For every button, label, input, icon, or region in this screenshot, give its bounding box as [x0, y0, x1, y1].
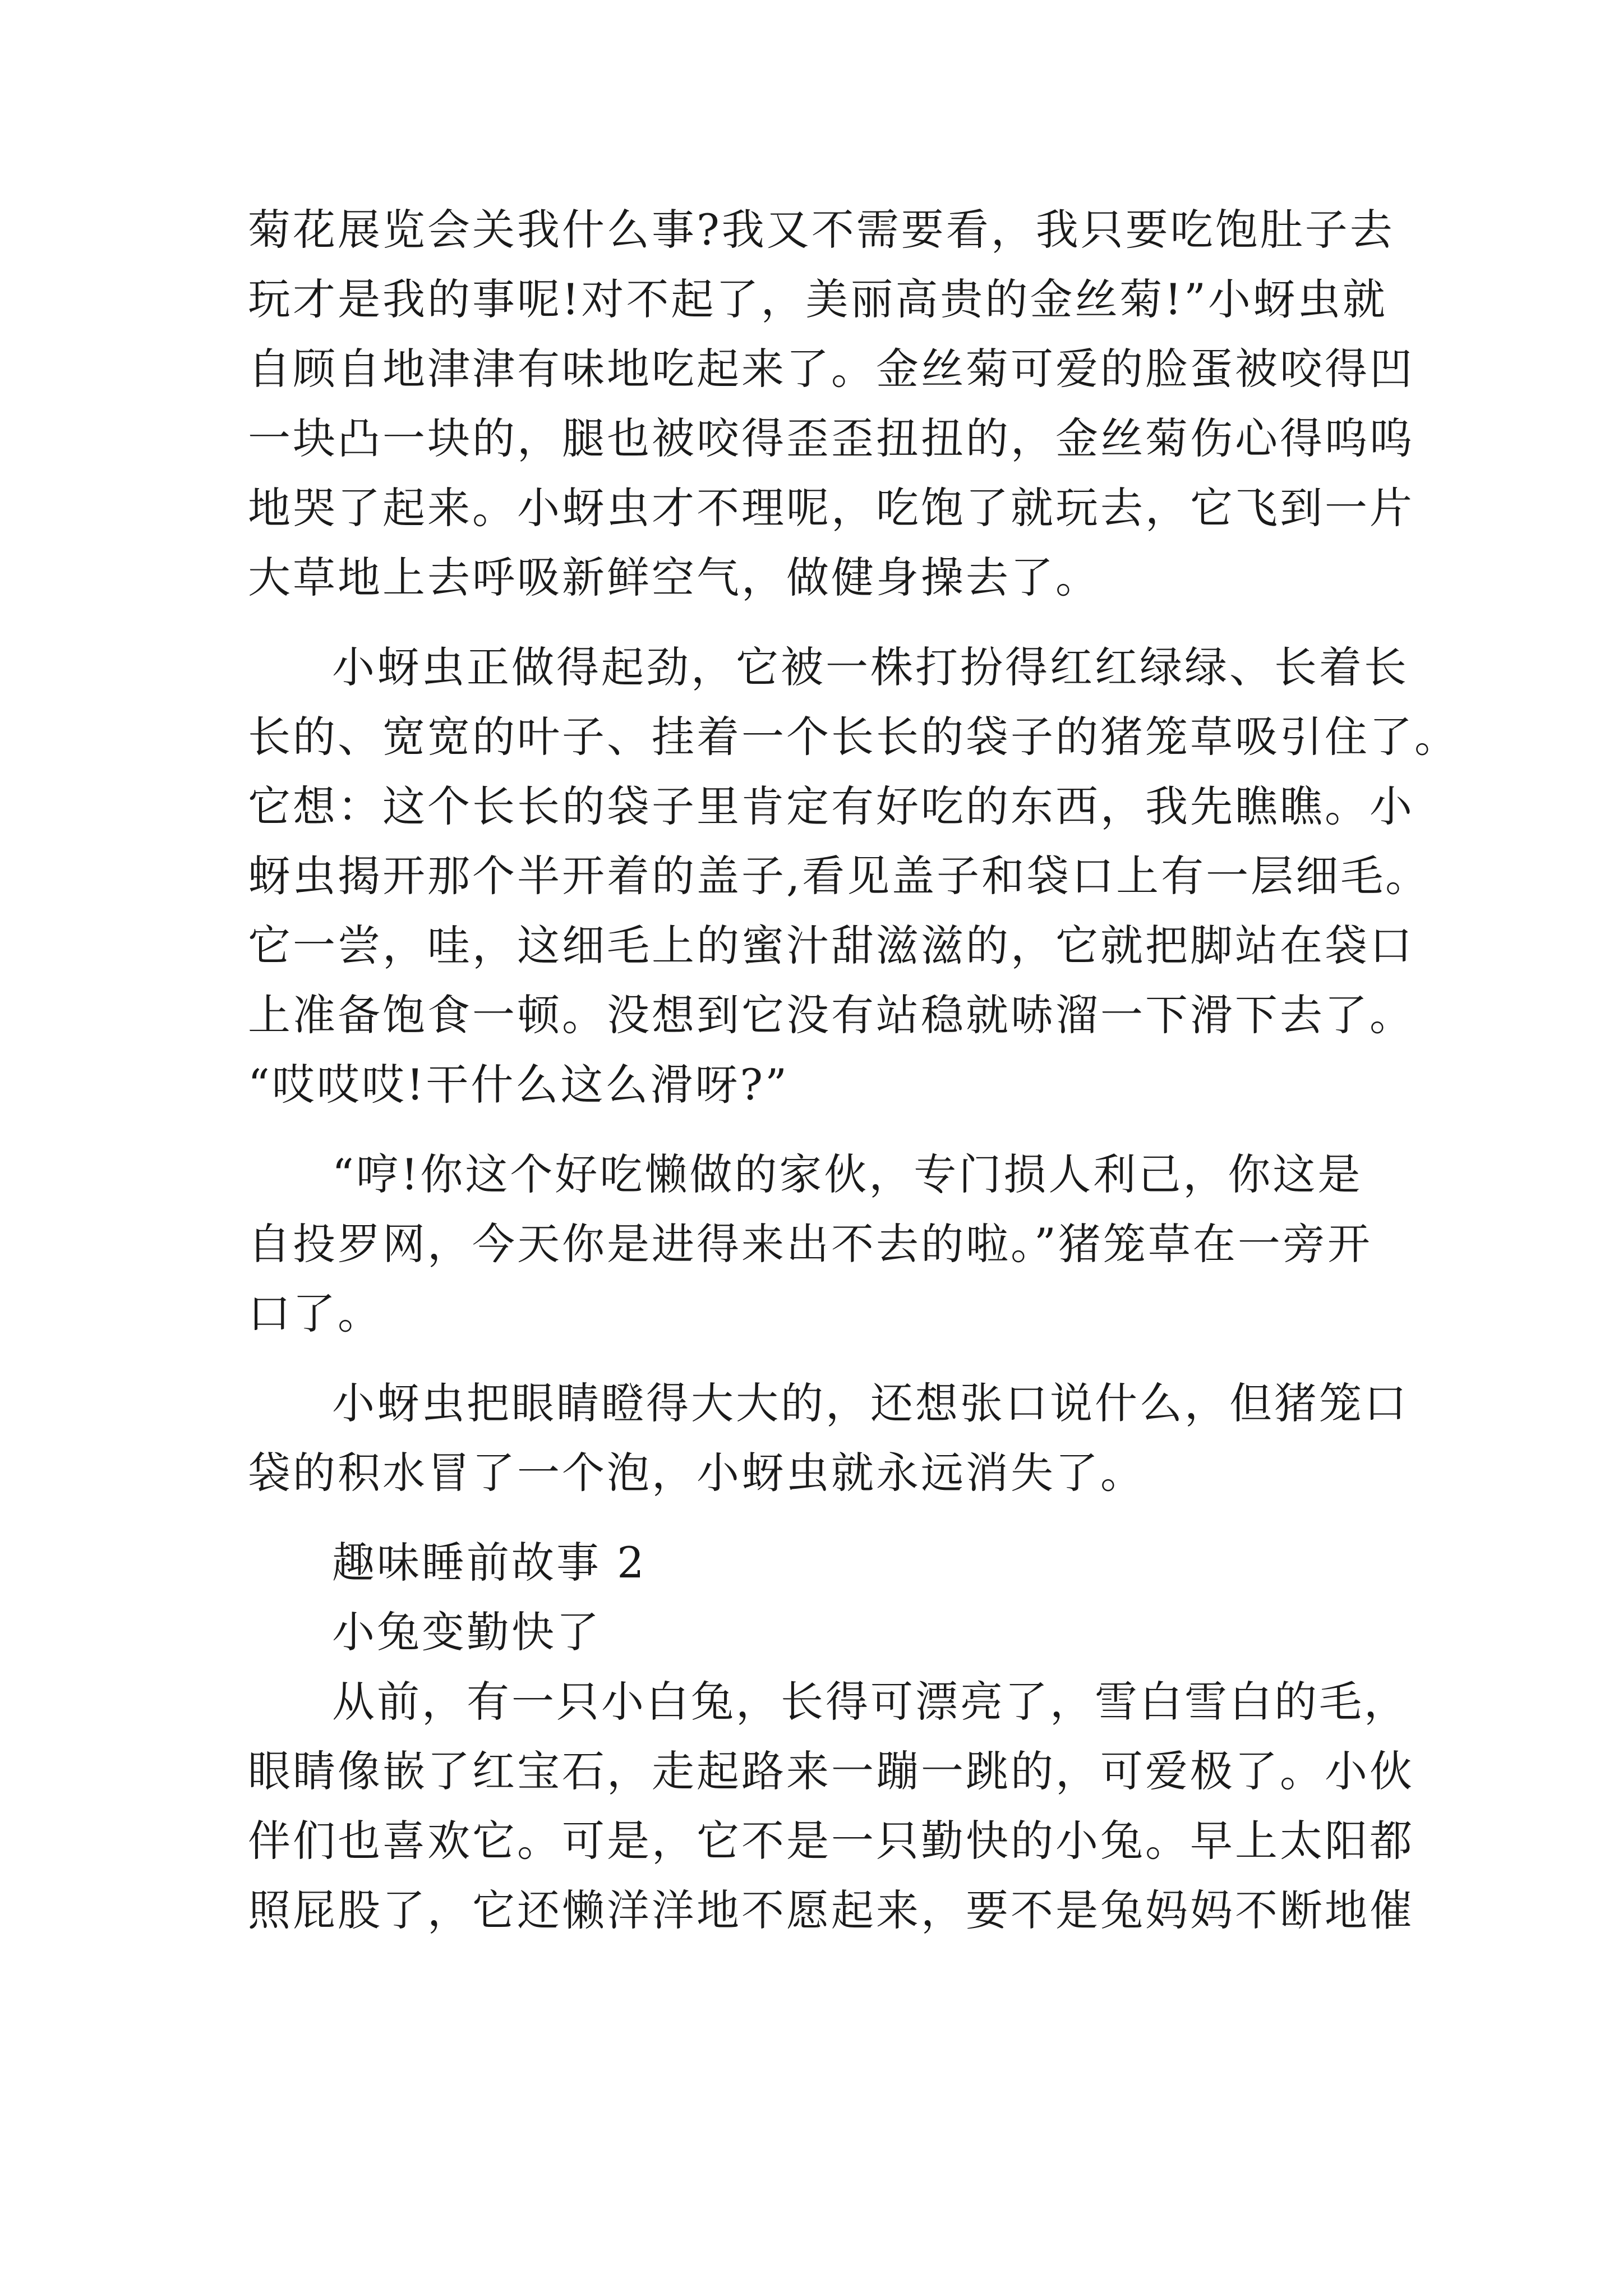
text-line: “哎哎哎!干什么这么滑呀?” [248, 1060, 789, 1110]
text-line: 口了。 [248, 1289, 382, 1338]
section-title: 趣味睡前故事 2 [332, 1538, 647, 1588]
text-line: “哼!你这个好吃懒做的家伙，专门损人利己，你这是 [332, 1149, 1363, 1199]
text-line: 自投罗网，今天你是进得来出不去的啦。”猪笼草在一旁开 [248, 1219, 1372, 1269]
text-line: 菊花展览会关我什么事?我又不需要看，我只要吃饱肚子去 [248, 205, 1395, 255]
text-line: 它一尝，哇，这细毛上的蜜汁甜滋滋的，它就把脚站在袋口 [248, 921, 1414, 970]
text-line: 它想：这个长长的袋子里肯定有好吃的东西，我先瞧瞧。小 [248, 781, 1414, 831]
story-title: 小兔变勤快了 [332, 1607, 601, 1657]
text-line: 自顾自地津津有味地吃起来了。金丝菊可爱的脸蛋被咬得凹 [248, 344, 1414, 394]
text-line: 大草地上去呼吸新鲜空气，做健身操去了。 [248, 553, 1100, 602]
text-line: 伴们也喜欢它。可是，它不是一只勤快的小兔。早上太阳都 [248, 1816, 1414, 1866]
text-line: 小蚜虫正做得起劲，它被一株打扮得红红绿绿、长着长 [332, 642, 1409, 692]
text-line: 照屁股了，它还懒洋洋地不愿起来，要不是兔妈妈不断地催 [248, 1885, 1414, 1935]
text-line: 袋的积水冒了一个泡，小蚜虫就永远消失了。 [248, 1448, 1145, 1498]
text-line: 上准备饱食一顿。没想到它没有站稳就哧溜一下滑下去了。 [248, 990, 1414, 1040]
text-line: 小蚜虫把眼睛瞪得大大的，还想张口说什么，但猪笼口 [332, 1378, 1409, 1428]
story-text [248, 195, 1459, 1945]
text-line: 地哭了起来。小蚜虫才不理呢，吃饱了就玩去，它飞到一片 [248, 483, 1414, 533]
text-line: 眼睛像嵌了红宝石，走起路来一蹦一跳的，可爱极了。小伙 [248, 1746, 1414, 1796]
text-line: 玩才是我的事呢!对不起了，美丽高贵的金丝菊!”小蚜虫就 [248, 274, 1387, 324]
text-line: 一块凸一块的，腿也被咬得歪歪扭扭的，金丝菊伤心得呜呜 [248, 413, 1414, 463]
text-line: 蚜虫揭开那个半开着的盖子,看见盖子和袋口上有一层细毛。 [248, 851, 1431, 901]
text-line: 长的、宽宽的叶子、挂着一个长长的袋子的猪笼草吸引住了。 [248, 712, 1459, 762]
text-line: 从前，有一只小白兔，长得可漂亮了，雪白雪白的毛， [332, 1677, 1409, 1727]
